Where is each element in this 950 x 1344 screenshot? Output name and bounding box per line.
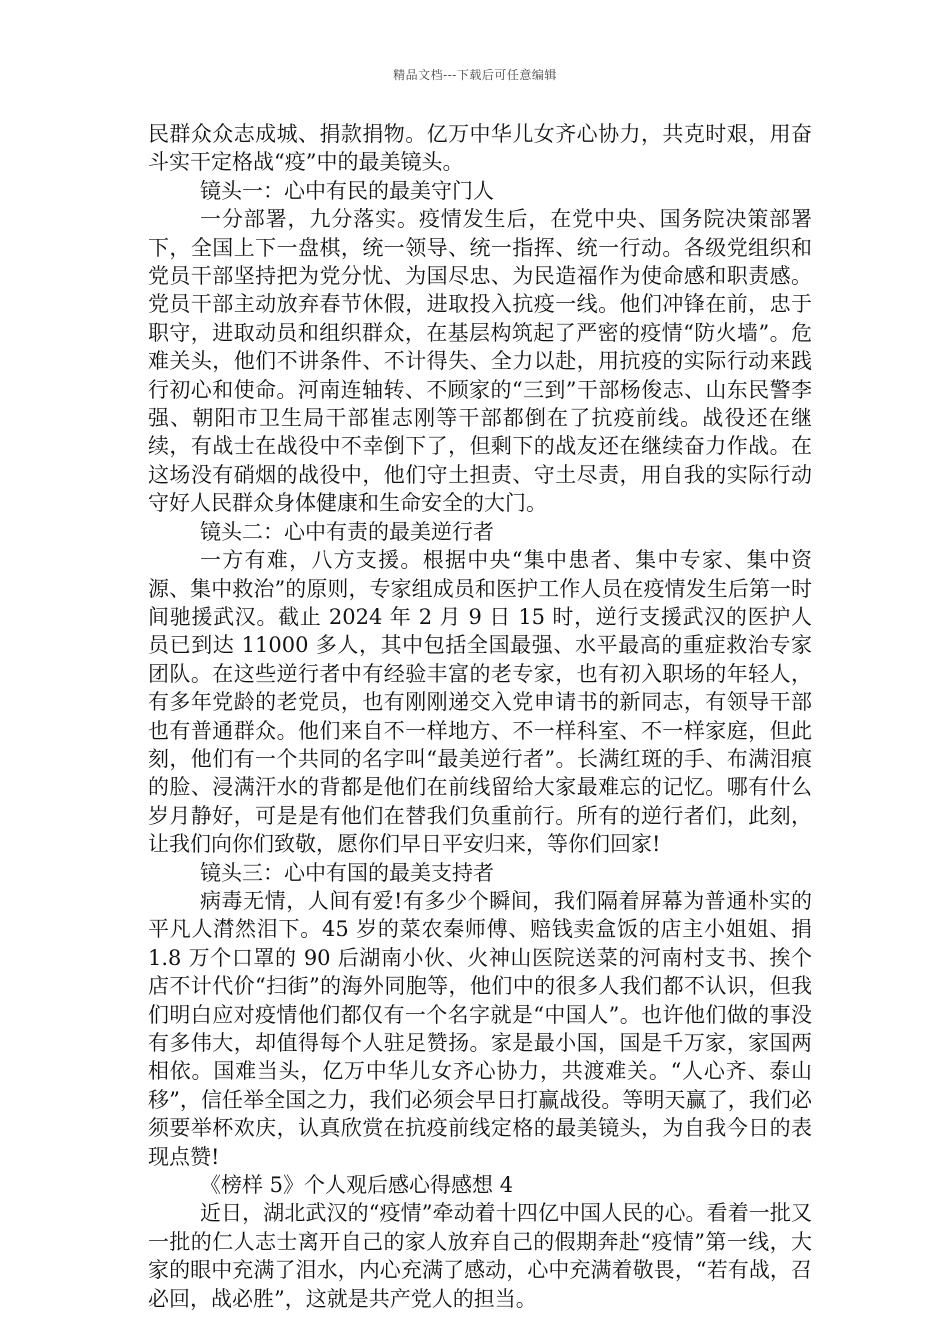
section-heading-1: 镜头一：心中有民的最美守门人 (200, 178, 494, 203)
section-heading-3: 镜头三：心中有国的最美支持者 (200, 860, 494, 885)
paragraph: 近日，湖北武汉的“疫情”牵动着十四亿中国人民的心。看着一批又一批的仁人志士离开自己的家人放弃自己的假期奔赴“疫情”第一线，大家的眼中充满了泪水，内心充满了感动，心中充满着敬畏，“若有战，召必回，战必胜”，这就是共产党人的担当。 (148, 1201, 812, 1311)
paragraph: 一分部署，九分落实。疫情发生后，在党中央、国务院决策部署下，全国上下一盘棋，统一领导、统一指挥、统一行动。各级党组织和党员干部坚持把为党分忧、为国尽忠、为民造福作为使命感和职责感。党员干部主动放弃春节休假，进取投入抗疫一线。他们冲锋在前，忠于职守，进取动员和组织群众，在基层构筑起了严密的疫情“防火墙”。危难关头，他们不讲条件、不计得失、全力以赴，用抗疫的实际行动来践行初心和使命。河南连轴转、不顾家的“三到”干部杨俊志、山东民警李强、朝阳市卫生局干部崔志刚等干部都倒在了抗疫前线。战役还在继续，有战士在战役中不幸倒下了，但剩下的战友还在继续奋力作战。在这场没有硝烟的战役中，他们守土担责、守土尽责，用自我的实际行动守好人民群众身体健康和生命安全的大门。 (148, 207, 812, 516)
paragraph: 病毒无情，人间有爱!有多少个瞬间，我们隔着屏幕为普通朴实的平凡人潸然泪下。45 岁的菜农秦师傅、赔钱卖盒饭的店主小姐姐、捐 1.8 万个口罩的 90 后湖南小伙、火神山医院送菜的河南村支书、挨个店不计代价“扫街”的海外同胞等，他们中的很多人我们都不认识，但我们明白应对疫情他们都仅有一个名字就是“中国人”。也许他们做的事没有多伟大，却值得每个人驻足赞扬。家是最小国，国是千万家，家国两相依。国难当头，亿万中华儿女齐心协力，共渡难关。“人心齐、泰山移”，信任举全国之力，我们必须会早日打赢战役。等明天赢了，我们必须要举杯欢庆，认真欣赏在抗疫前线定格的最美镜头，为自我今日的表现点赞! (148, 888, 812, 1169)
page-header: 精品文档---下载后可任意编辑 (393, 68, 557, 82)
paragraph: 一方有难，八方支援。根据中央“集中患者、集中专家、集中资源、集中救治”的原则，专家组成员和医护工作人员在疫情发生后第一时间驰援武汉。截止 2024 年 2 月 9 日 15 时，逆行支援武汉的医护人员已到达 11000 多人，其中包括全国最强、水平最高的重症救治专家团队。在这些逆行者中有经验丰富的老专家，也有初入职场的年轻人，有多年党龄的老党员，也有刚刚递交入党申请书的新同志，有领导干部也有普通群众。他们来自不一样地方、不一样科室、不一样家庭，但此刻，他们有一个共同的名字叫“最美逆行者”。长满红斑的手、布满泪痕的脸、浸满汗水的背都是他们在前线留给大家最难忘的记忆。哪有什么岁月静好，可是是有他们在替我们负重前行。所有的逆行者们，此刻，让我们向你们致敬，愿你们早日平安归来，等你们回家! (148, 548, 812, 857)
section-heading-2: 镜头二：心中有责的最美逆行者 (200, 519, 494, 544)
paragraph-continuation: 民群众众志成城、捐款捐物。亿万中华儿女齐心协力，共克时艰，用奋斗实干定格战“疫”中的最美镜头。 (148, 122, 812, 175)
essay-title: 《榜样 5》个人观后感心得感想 4 (200, 1173, 514, 1198)
document-body (148, 120, 812, 1313)
